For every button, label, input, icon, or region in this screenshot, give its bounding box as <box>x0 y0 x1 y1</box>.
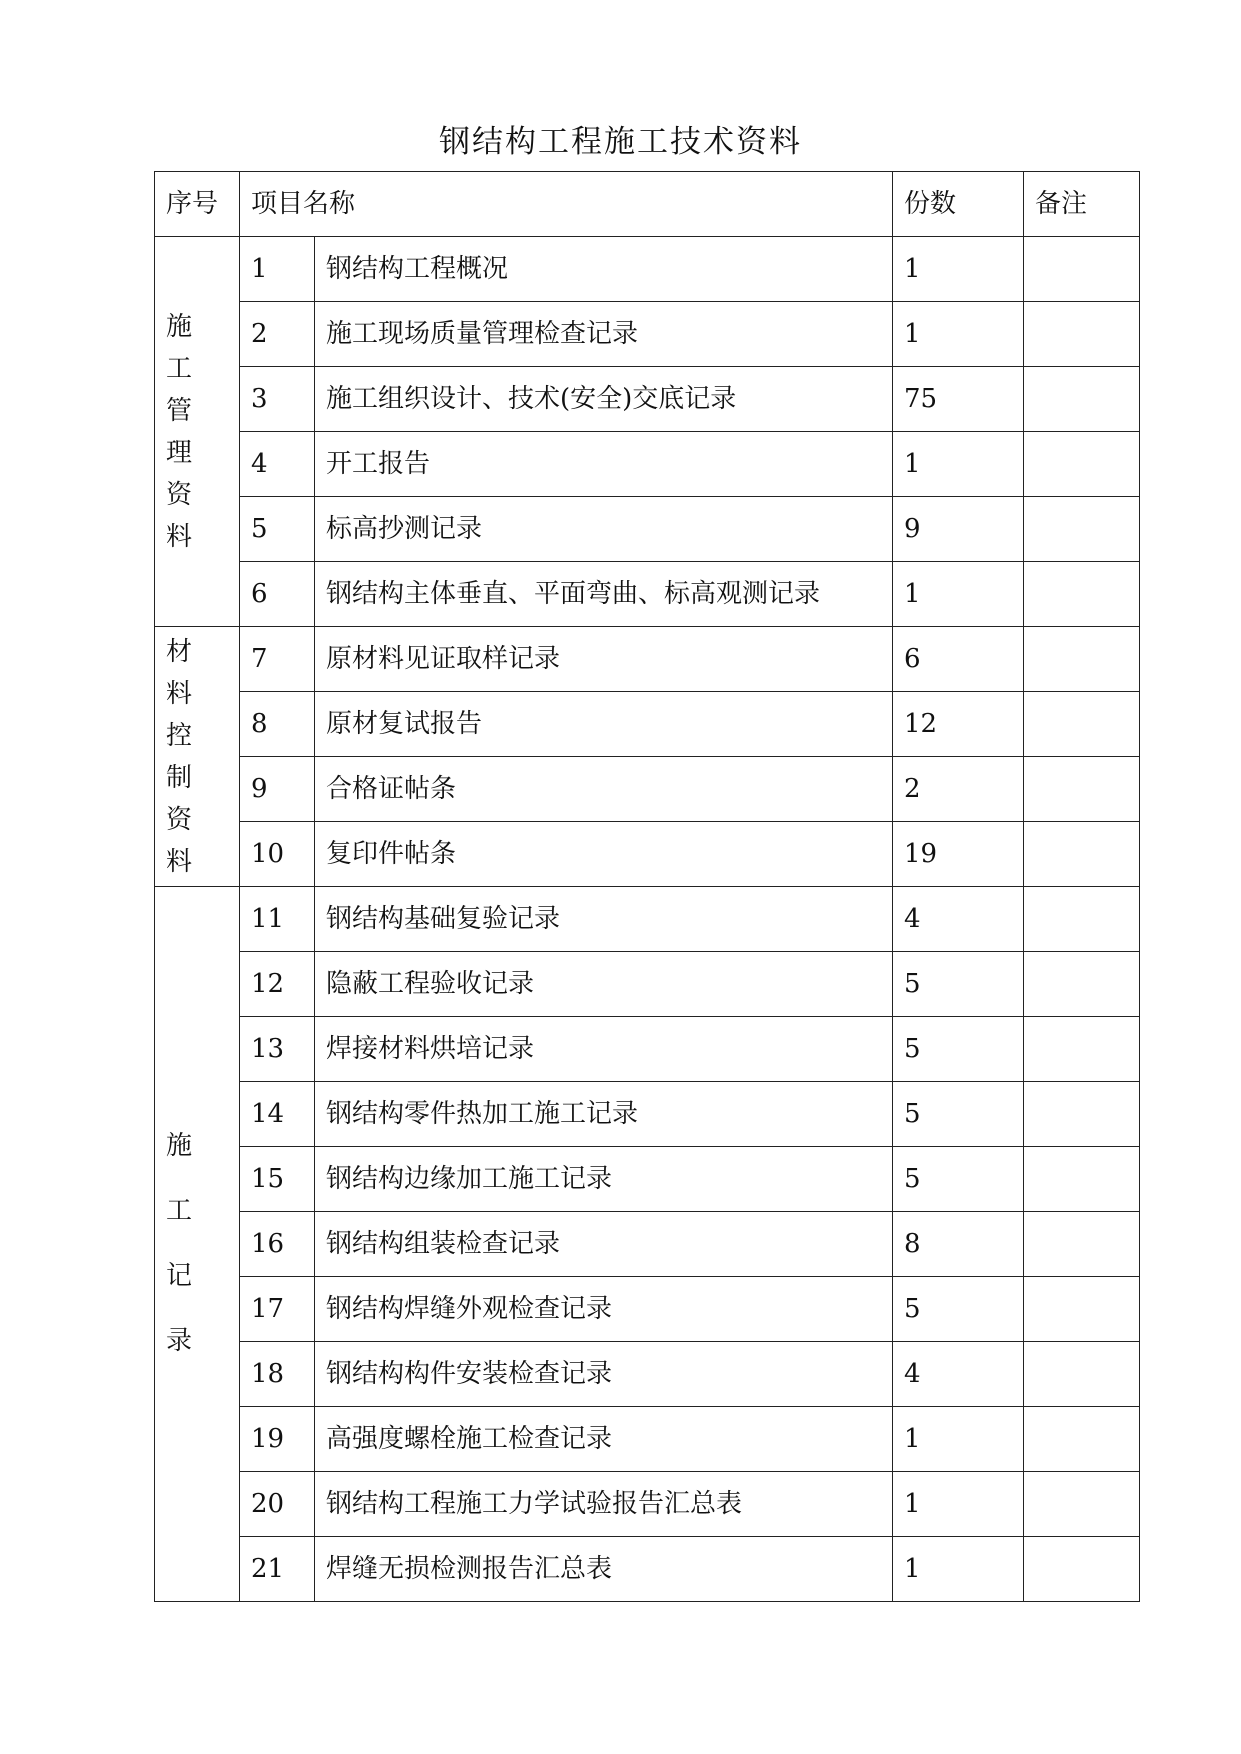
row-number: 7 <box>240 627 315 692</box>
row-number: 18 <box>240 1342 315 1407</box>
row-item-name: 施工现场质量管理检查记录 <box>315 302 893 367</box>
row-remark <box>1024 1212 1140 1277</box>
group-label-cell <box>155 237 240 627</box>
table-row <box>155 432 1140 497</box>
document-title: 钢结构工程施工技术资料 <box>439 124 802 160</box>
row-remark <box>1024 1147 1140 1212</box>
row-number: 19 <box>240 1407 315 1472</box>
records-table <box>154 171 1140 1602</box>
group-label: 施工管理资料 <box>166 311 193 552</box>
row-count: 1 <box>893 562 1024 627</box>
row-remark <box>1024 1277 1140 1342</box>
row-item-name: 钢结构构件安装检查记录 <box>315 1342 893 1407</box>
row-remark <box>1024 1472 1140 1537</box>
row-count: 19 <box>893 822 1024 887</box>
row-remark <box>1024 1407 1140 1472</box>
row-remark <box>1024 562 1140 627</box>
row-number: 6 <box>240 562 315 627</box>
table-row <box>155 237 1140 302</box>
row-remark <box>1024 497 1140 562</box>
table-row <box>155 1342 1140 1407</box>
row-number: 1 <box>240 237 315 302</box>
row-remark <box>1024 367 1140 432</box>
row-count: 9 <box>893 497 1024 562</box>
row-remark <box>1024 1537 1140 1602</box>
table-row <box>155 887 1140 952</box>
row-item-name: 复印件帖条 <box>315 822 893 887</box>
row-item-name: 钢结构边缘加工施工记录 <box>315 1147 893 1212</box>
row-count: 75 <box>893 367 1024 432</box>
row-item-name: 钢结构零件热加工施工记录 <box>315 1082 893 1147</box>
row-item-name: 隐蔽工程验收记录 <box>315 952 893 1017</box>
row-item-name: 开工报告 <box>315 432 893 497</box>
row-number: 13 <box>240 1017 315 1082</box>
row-remark <box>1024 302 1140 367</box>
row-number: 15 <box>240 1147 315 1212</box>
table-row <box>155 367 1140 432</box>
row-remark <box>1024 1082 1140 1147</box>
row-item-name: 原材料见证取样记录 <box>315 627 893 692</box>
row-item-name: 钢结构主体垂直、平面弯曲、标高观测记录 <box>315 562 893 627</box>
header-seq: 序号 <box>155 172 240 237</box>
table-row <box>155 1017 1140 1082</box>
row-number: 8 <box>240 692 315 757</box>
row-remark <box>1024 952 1140 1017</box>
row-count: 2 <box>893 757 1024 822</box>
row-count: 5 <box>893 1017 1024 1082</box>
row-remark <box>1024 692 1140 757</box>
row-item-name: 原材复试报告 <box>315 692 893 757</box>
row-number: 11 <box>240 887 315 952</box>
row-count: 6 <box>893 627 1024 692</box>
header-name: 项目名称 <box>240 172 893 237</box>
row-item-name: 高强度螺栓施工检查记录 <box>315 1407 893 1472</box>
row-item-name: 施工组织设计、技术(安全)交底记录 <box>315 367 893 432</box>
row-number: 4 <box>240 432 315 497</box>
table-row <box>155 497 1140 562</box>
table-row <box>155 302 1140 367</box>
row-item-name: 钢结构组装检查记录 <box>315 1212 893 1277</box>
table-row <box>155 757 1140 822</box>
row-count: 1 <box>893 1537 1024 1602</box>
row-count: 5 <box>893 1082 1024 1147</box>
group-label-cell <box>155 627 240 887</box>
table-row <box>155 1537 1140 1602</box>
row-remark <box>1024 432 1140 497</box>
row-number: 20 <box>240 1472 315 1537</box>
row-number: 3 <box>240 367 315 432</box>
row-remark <box>1024 627 1140 692</box>
row-number: 14 <box>240 1082 315 1147</box>
group-label: 施工记录 <box>166 1131 193 1356</box>
row-count: 8 <box>893 1212 1024 1277</box>
row-number: 16 <box>240 1212 315 1277</box>
row-remark <box>1024 822 1140 887</box>
table-row <box>155 952 1140 1017</box>
table-row <box>155 1147 1140 1212</box>
row-item-name: 钢结构基础复验记录 <box>315 887 893 952</box>
row-item-name: 合格证帖条 <box>315 757 893 822</box>
row-count: 1 <box>893 237 1024 302</box>
row-item-name: 标高抄测记录 <box>315 497 893 562</box>
table-row <box>155 1212 1140 1277</box>
row-remark <box>1024 1017 1140 1082</box>
row-count: 1 <box>893 432 1024 497</box>
row-number: 17 <box>240 1277 315 1342</box>
table-row <box>155 1277 1140 1342</box>
table-row <box>155 692 1140 757</box>
row-item-name: 焊接材料烘培记录 <box>315 1017 893 1082</box>
row-remark <box>1024 237 1140 302</box>
row-count: 4 <box>893 1342 1024 1407</box>
row-count: 12 <box>893 692 1024 757</box>
group-label-cell <box>155 887 240 1602</box>
table-row <box>155 822 1140 887</box>
row-number: 12 <box>240 952 315 1017</box>
row-number: 21 <box>240 1537 315 1602</box>
row-number: 2 <box>240 302 315 367</box>
header-count: 份数 <box>893 172 1024 237</box>
row-item-name: 钢结构工程概况 <box>315 237 893 302</box>
row-item-name: 钢结构焊缝外观检查记录 <box>315 1277 893 1342</box>
row-count: 1 <box>893 302 1024 367</box>
header-remark: 备注 <box>1024 172 1140 237</box>
row-count: 5 <box>893 1147 1024 1212</box>
row-count: 1 <box>893 1407 1024 1472</box>
row-remark <box>1024 887 1140 952</box>
row-count: 1 <box>893 1472 1024 1537</box>
row-count: 4 <box>893 887 1024 952</box>
row-number: 5 <box>240 497 315 562</box>
group-label: 材料控制资料 <box>166 636 193 877</box>
table-body <box>155 172 1140 1602</box>
row-count: 5 <box>893 952 1024 1017</box>
header-row <box>155 172 1140 237</box>
row-remark <box>1024 757 1140 822</box>
table-row <box>155 562 1140 627</box>
row-number: 10 <box>240 822 315 887</box>
table-row <box>155 1407 1140 1472</box>
row-item-name: 钢结构工程施工力学试验报告汇总表 <box>315 1472 893 1537</box>
row-count: 5 <box>893 1277 1024 1342</box>
table-row <box>155 1082 1140 1147</box>
row-number: 9 <box>240 757 315 822</box>
table-row <box>155 1472 1140 1537</box>
row-item-name: 焊缝无损检测报告汇总表 <box>315 1537 893 1602</box>
row-remark <box>1024 1342 1140 1407</box>
table-row <box>155 627 1140 692</box>
